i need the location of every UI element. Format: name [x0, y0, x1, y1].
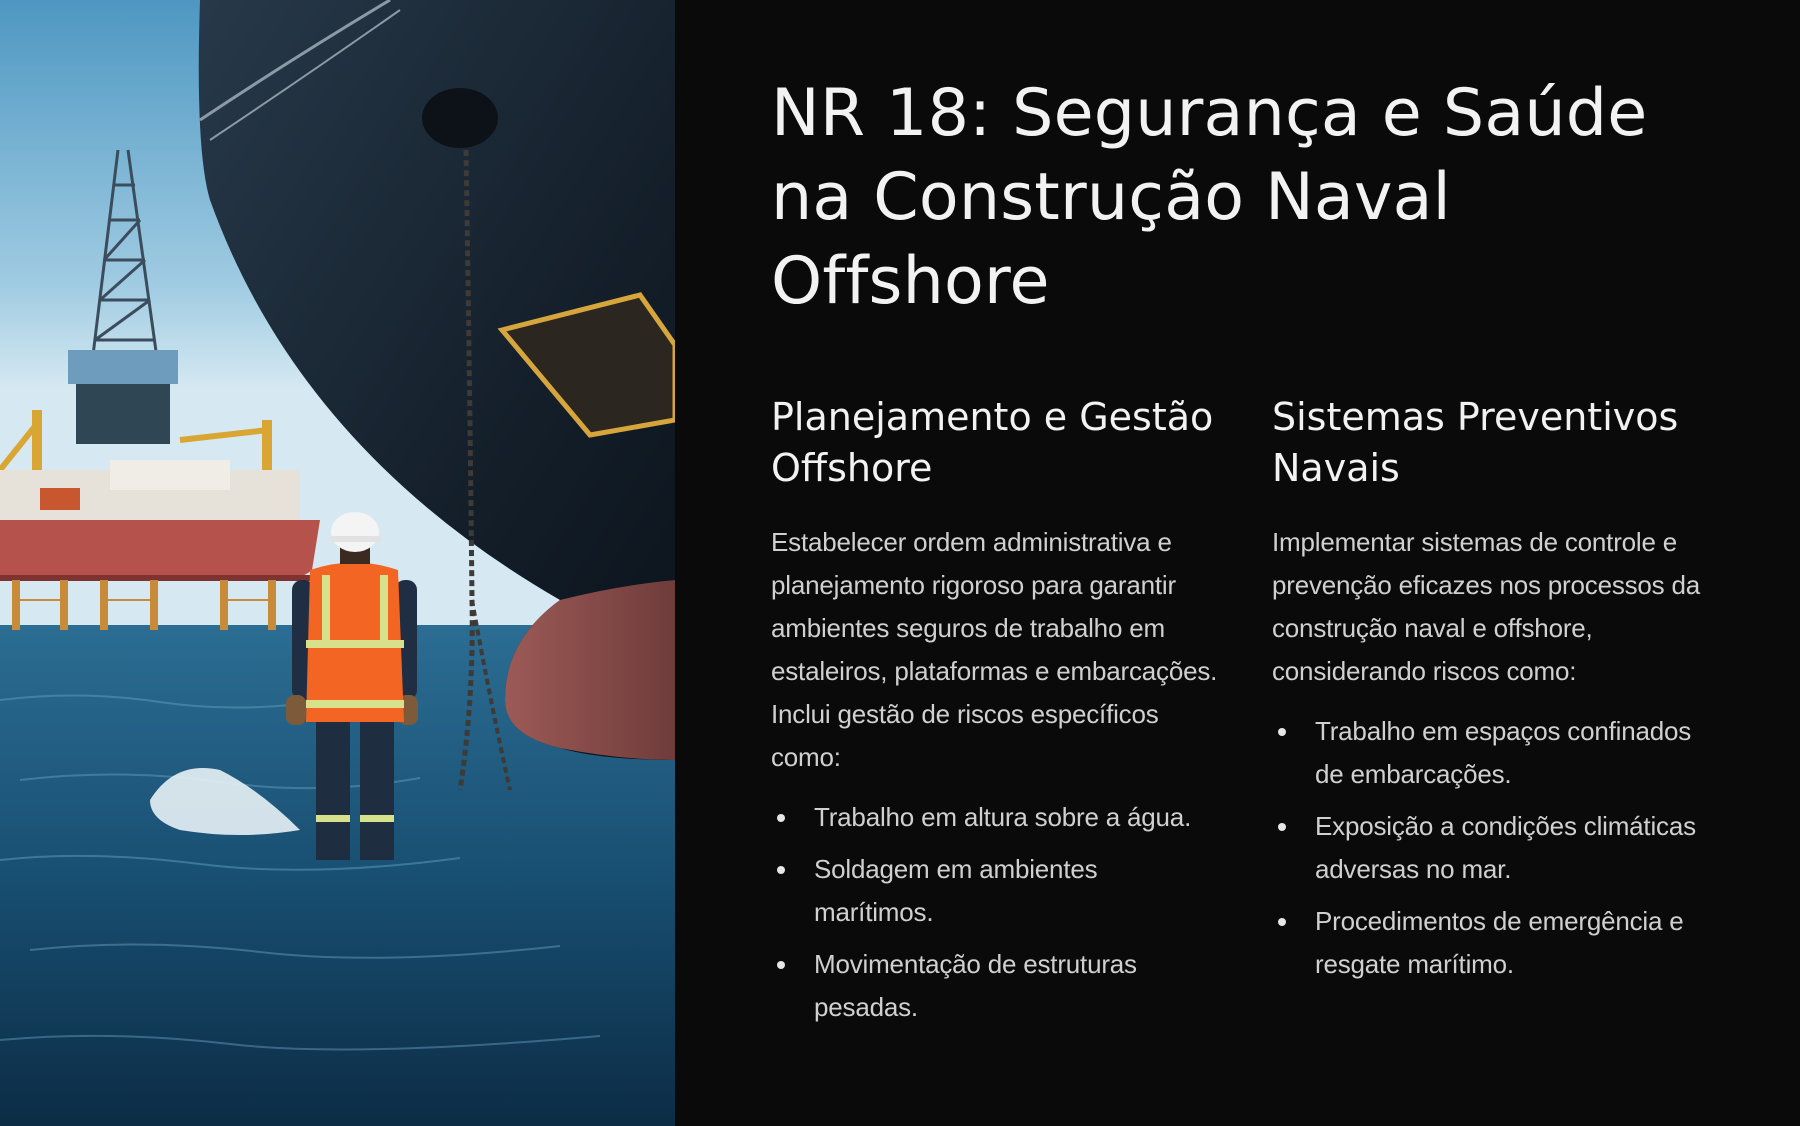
column-heading: Planejamento e Gestão Offshore [771, 395, 1214, 490]
list-item: Trabalho em espaços confinados de embarcações. [1272, 710, 1722, 796]
column-sistemas [1272, 392, 1722, 995]
list-item: Soldagem em ambientes marítimos. [771, 848, 1221, 934]
column-text: Implementar sistemas de controle e prevenção eficazes nos processos da construção naval e offshore, considerando riscos como: [1272, 527, 1701, 686]
column-planejamento [771, 392, 1221, 1038]
page-title: NR 18: Segurança e Saúde na Construção Naval Offshore [771, 76, 1648, 319]
list-item: Trabalho em altura sobre a água. [771, 796, 1221, 839]
list-item: Procedimentos de emergência e resgate marítimo. [1272, 900, 1722, 986]
bullet-list [771, 796, 1221, 1029]
column-heading: Sistemas Preventivos Navais [1272, 395, 1679, 490]
list-item: Exposição a condições climáticas adversas no mar. [1272, 805, 1722, 891]
content-panel [675, 0, 1800, 1126]
offshore-photo [0, 0, 675, 1126]
column-text: Estabelecer ordem administrativa e planejamento rigoroso para garantir ambientes seguros de trabalho em estaleiros, plataformas e embarcações. Inclui gestão de riscos específicos como: [771, 527, 1218, 772]
bullet-list [1272, 710, 1722, 986]
list-item: Movimentação de estruturas pesadas. [771, 943, 1221, 1029]
